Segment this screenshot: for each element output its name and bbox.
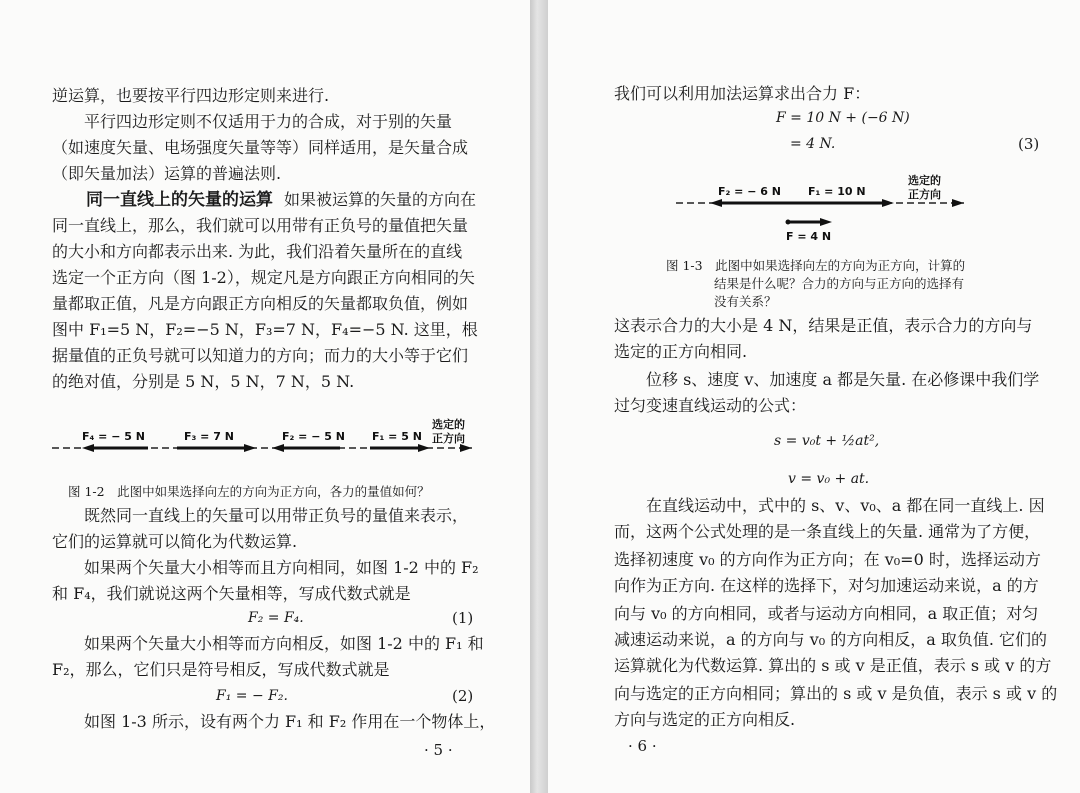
f2-arrowhead — [272, 444, 284, 452]
text-line: 向作为正方向. 在这样的选择下，对匀加速运动来说，a 的方 — [614, 576, 1039, 595]
figure-caption: 没有关系？ — [714, 294, 777, 309]
text-line: 的绝对值，分别是 5 N，5 N，7 N，5 N. — [52, 372, 355, 391]
equation-1: F₂ = F₄. — [248, 610, 304, 626]
section-heading: 同一直线上的矢量的运算 — [86, 190, 273, 210]
f2-label: F₂ = − 6 N — [718, 185, 781, 198]
text-line: 平行四边形定则不仅适用于力的合成，对于别的矢量 — [52, 112, 453, 131]
direction-label: 正方向 — [432, 432, 465, 445]
text-line: 如果两个矢量大小相等而且方向相同，如图 1-2 中的 F₂ — [52, 558, 479, 577]
text-line: 运算就化为代数运算. 算出的 s 或 v 是正值，表示 s 或 v 的方 — [614, 656, 1052, 675]
text-line: 位移 s、速度 v、加速度 a 都是矢量. 在必修课中我们学 — [614, 370, 1040, 389]
page-number: · 5 · — [424, 741, 453, 759]
formula-velocity: v = v₀ + at. — [788, 471, 870, 487]
left-page — [0, 0, 530, 793]
figure-1-2-diagram — [52, 415, 482, 465]
right-page — [548, 0, 1080, 793]
text-line: 据量值的正负号就可以知道力的方向；而力的大小等于它们 — [52, 346, 469, 365]
text-line: （即矢量加法）运算的普遍法则. — [52, 164, 282, 183]
text-line: 在直线运动中，式中的 s、v、v₀、a 都在同一直线上. 因 — [614, 496, 1045, 515]
text-line: 我们可以利用加法运算求出合力 F： — [614, 84, 871, 103]
figure-caption: 图 1-3 此图中如果选择向左的方向为正方向，计算的 — [666, 258, 966, 273]
f1-arrowhead — [882, 199, 894, 207]
text-line: 减速运动来说，a 的方向与 v₀ 的方向相反，a 取负值. 它们的 — [614, 630, 1048, 649]
f4-arrowhead — [82, 444, 94, 452]
text-line: 而，这两个公式处理的是一条直线上的矢量. 通常为了方便， — [614, 522, 1041, 541]
text-line: 它们的运算就可以简化为代数运算. — [52, 532, 298, 551]
text-line: 过匀变速直线运动的公式： — [614, 396, 807, 415]
direction-arrowhead — [952, 199, 964, 207]
f3-label: F₃ = 7 N — [184, 430, 234, 443]
equation-2: F₁ = − F₂. — [216, 688, 288, 704]
direction-arrowhead — [460, 444, 472, 452]
resultant-label: F = 4 N — [786, 230, 832, 243]
figure-caption: 结果是什么呢？合力的方向与正方向的选择有 — [714, 276, 965, 291]
text-line: 向与 v₀ 的方向相同，或者与运动方向相同，a 取正值；对匀 — [614, 604, 1039, 623]
formula-displacement: s = v₀t + ½at², — [774, 433, 880, 449]
text-line: 图中 F₁=5 N，F₂=−5 N，F₃=7 N，F₄=−5 N. 这里，根 — [52, 320, 478, 339]
text-line: 如图 1-3 所示，设有两个力 F₁ 和 F₂ 作用在一个物体上， — [52, 712, 496, 731]
equation-number: (2) — [452, 687, 474, 705]
text-line: （如速度矢量、电场强度矢量等等）同样适用，是矢量合成 — [52, 138, 469, 157]
text-line: 方向与选定的正方向相反. — [614, 710, 796, 729]
f1-arrowhead — [418, 444, 430, 452]
text-line: 如果被运算的矢量的方向在 — [284, 190, 477, 209]
text-line: 的大小和方向都表示出来. 为此，我们沿着矢量所在的直线 — [52, 242, 463, 261]
text-line: 向与选定的正方向相同；算出的 s 或 v 是负值，表示 s 或 v 的 — [614, 684, 1058, 703]
equation-3a: F = 10 N + (−6 N) — [776, 110, 910, 126]
direction-label: 正方向 — [908, 188, 941, 201]
text-line: 和 F₄，我们就说这两个矢量相等，写成代数式就是 — [52, 584, 411, 603]
direction-label: 选定的 — [908, 174, 941, 187]
text-line: F₂，那么，它们只是符号相反，写成代数式就是 — [52, 660, 390, 679]
text-line: 选择初速度 v₀ 的方向作为正方向；在 v₀=0 时，选择运动方 — [614, 550, 1041, 569]
text-line: 选定的正方向相同. — [614, 342, 748, 361]
f2-label: F₂ = − 5 N — [282, 430, 345, 443]
f3-arrowhead — [244, 444, 256, 452]
direction-label: 选定的 — [432, 418, 465, 431]
figure-caption: 图 1-2 此图中如果选择向左的方向为正方向，各力的量值如何？ — [68, 484, 430, 499]
text-line: 这表示合力的大小是 4 N，结果是正值，表示合力的方向与 — [614, 316, 1033, 335]
text-line: 量都取正值，凡是方向跟正方向相反的矢量都取负值，例如 — [52, 294, 469, 313]
figure-1-3-diagram — [676, 170, 976, 245]
text-line: 逆运算，也要按平行四边形定则来进行. — [52, 86, 330, 105]
page-gutter — [530, 0, 548, 793]
text-line: 同一直线上，那么，我们就可以用带有正负号的量值把矢量 — [52, 216, 469, 235]
f1-label: F₁ = 10 N — [808, 185, 866, 198]
f1-label: F₁ = 5 N — [372, 430, 422, 443]
text-line: 选定一个正方向（图 1-2），规定凡是方向跟正方向相同的矢 — [52, 268, 475, 287]
text-line: 如果两个矢量大小相等而方向相反，如图 1-2 中的 F₁ 和 — [52, 634, 484, 653]
page-number: · 6 · — [628, 737, 657, 755]
f2-arrowhead — [710, 199, 722, 207]
resultant-arrowhead — [820, 218, 832, 226]
f4-label: F₄ = − 5 N — [82, 430, 145, 443]
text-line: 既然同一直线上的矢量可以用带正负号的量值来表示， — [52, 506, 469, 525]
equation-3b: = 4 N. — [790, 136, 836, 152]
equation-number: (3) — [1018, 135, 1040, 153]
equation-number: (1) — [452, 609, 474, 627]
